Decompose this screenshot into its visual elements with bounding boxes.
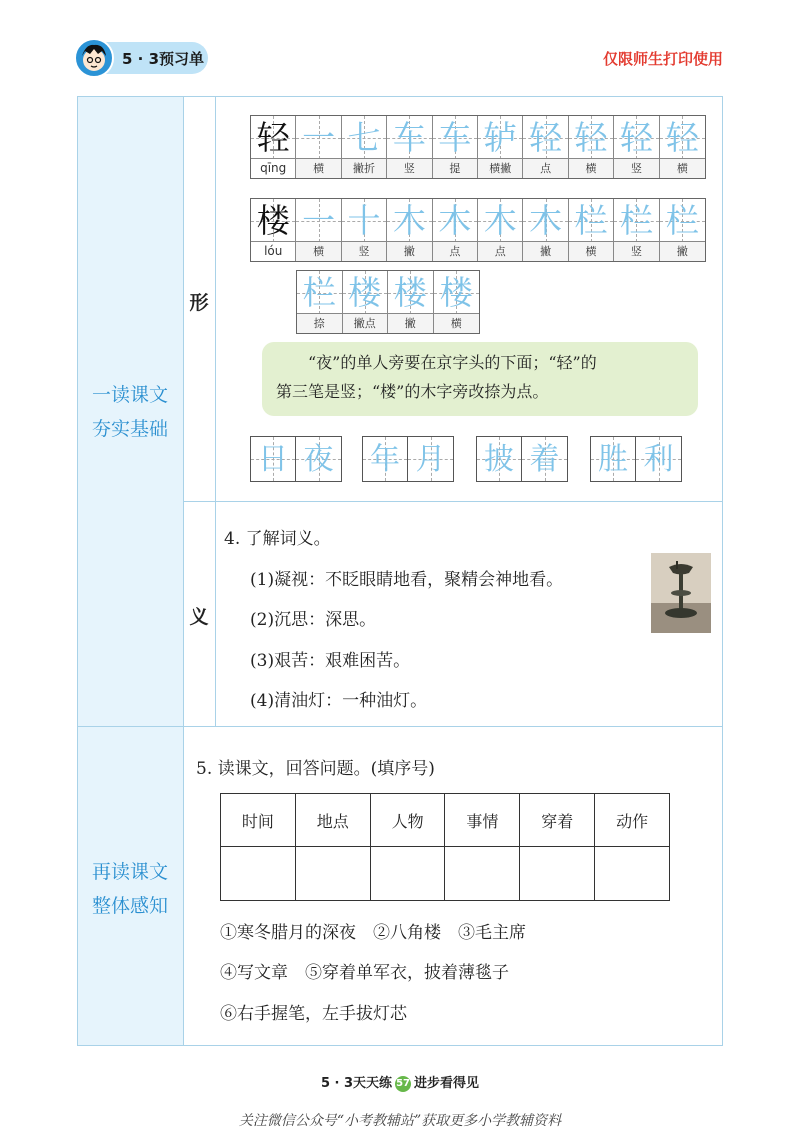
yi-label: 义 <box>189 606 209 628</box>
q4-item: (1)凝视：不眨眼睛地看，聚精会神地看。 <box>250 570 564 590</box>
answer-cell[interactable] <box>520 847 595 901</box>
answer-cell[interactable] <box>221 847 296 901</box>
answer-table <box>220 793 670 901</box>
q5-option: ①寒冬腊月的深夜 ②八角楼 ③毛主席 <box>220 923 526 943</box>
print-notice: 仅限师生打印使用 <box>602 50 723 68</box>
oil-lamp-image <box>651 553 711 633</box>
divider <box>183 501 723 502</box>
table-header: 事情 <box>445 794 520 847</box>
word-box-shengli: 胜 利 <box>590 436 682 482</box>
word-box-riye: 日 夜 <box>250 436 342 482</box>
table-header: 时间 <box>221 794 296 847</box>
word-box-nianyue: 年 月 <box>362 436 454 482</box>
divider <box>77 726 723 727</box>
q4-item: (2)沉思：深思。 <box>250 610 377 630</box>
q4-item: (4)清油灯：一种油灯。 <box>250 691 428 711</box>
q5-title: 5. 读课文，回答问题。(填序号) <box>196 759 435 779</box>
bottom-note: 关注微信公众号“小考教辅站”获取更多小学教辅资料 <box>238 1113 562 1129</box>
writing-tip-note: “夜”的单人旁要在京字头的下面；“轻”的 第三笔是竖；“楼”的木字旁改捺为点。 <box>262 342 698 416</box>
page-number: 57 <box>395 1076 411 1092</box>
table-header: 地点 <box>295 794 370 847</box>
header-badge-label: 5 · 3预习单 <box>122 50 205 68</box>
stroke-grid-lou-continued: 栏 捺 楼 撇点 楼 撇 楼 横 <box>296 270 480 334</box>
stroke-grid-lou: 楼 lóu 一 横 十 竖 木 撇 木 点 木 点 木 撇 栏 横 栏 竖 栏 撇 <box>250 198 706 262</box>
page-footer: 5 · 3天天练 57 进步看得见 <box>320 1076 480 1091</box>
stroke-grid-qing: 轻 qīng 一 横 七 撇折 车 竖 车 提 轳 横撇 轻 点 轻 横 轻 竖 轻 横 <box>250 115 706 179</box>
word-box-pizhe: 披 着 <box>476 436 568 482</box>
table-header: 穿着 <box>520 794 595 847</box>
answer-cell[interactable] <box>295 847 370 901</box>
table-header: 人物 <box>370 794 445 847</box>
section-2-label: 再读课文 整体感知 <box>91 861 168 917</box>
table-header: 动作 <box>595 794 670 847</box>
boy-avatar-icon <box>74 38 114 78</box>
q5-option: ④写文章 ⑤穿着单军衣，披着薄毯子 <box>220 963 509 983</box>
q4-title: 4. 了解词义。 <box>224 529 331 549</box>
answer-cell[interactable] <box>595 847 670 901</box>
answer-cell[interactable] <box>370 847 445 901</box>
q4-item: (3)艰苦：艰难困苦。 <box>250 651 411 671</box>
answer-cell[interactable] <box>445 847 520 901</box>
divider <box>215 96 216 726</box>
q5-option: ⑥右手握笔，左手拔灯芯 <box>220 1004 407 1024</box>
section-1-label: 一读课文 夯实基础 <box>91 384 168 440</box>
xing-label: 形 <box>189 292 209 314</box>
divider <box>183 96 184 1046</box>
